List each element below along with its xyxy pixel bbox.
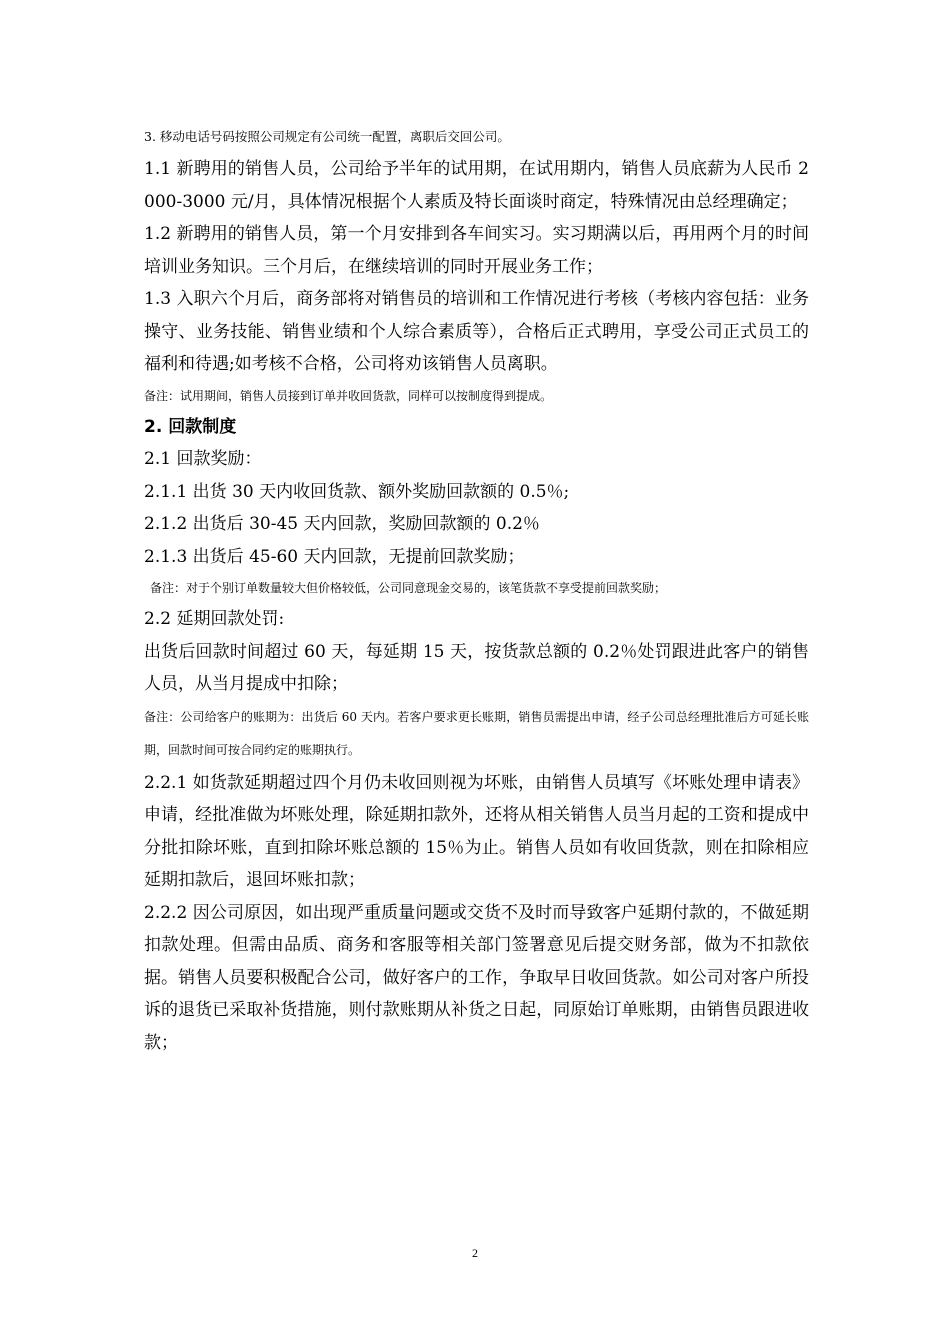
clause-1-3-assessment: 1.3 入职六个月后，商务部将对销售员的培训和工作情况进行考核（考核内容包括：业务操守、业务技能、销售业绩和个人综合素质等），合格后正式聘用，享受公司正式员工的福利和待遇;如考核不合格，公司将劝该销售人员离职。 xyxy=(144,289,809,374)
clause-2-2-1-bad-debt: 2.2.1 如货款延期超过四个月仍未收回则视为坏账，由销售人员填写《坏账处理申请表》申请，经批准做为坏账处理，除延期扣款外，还将从相关销售人员当月起的工资和提成中分批扣除坏账，直到扣除坏账总额的 15％为止。销售人员如有收回货款，则在扣除相应延期扣款后，退回坏账扣款； xyxy=(144,772,809,890)
clause-3-mobile-phone: 3. 移动电话号码按照公司规定有公司统一配置，离职后交回公司。 xyxy=(144,129,510,144)
clause-2-2-2-company-cause: 2.2.2 因公司原因，如出现严重质量问题或交货不及时而导致客户延期付款的，不做延期扣款处理。但需由品质、商务和客服等相关部门签署意见后提交财务部，做为不扣款依据。销售人员要积极配合公司，做好客户的工作，争取早日收回货款。如公司对客户所投诉的退货已采取补货措施，则付款账期从补货之日起，同原始订单账期，由销售员跟进收款； xyxy=(144,902,809,1053)
clause-2-2-body: 出货后回款时间超过 60 天，每延期 15 天，按货款总额的 0.2％处罚跟进此客户的销售人员，从当月提成中扣除； xyxy=(144,641,809,694)
note-probation-commission: 备注：试用期间，销售人员接到订单并收回货款，同样可以按制度得到提成。 xyxy=(144,388,553,403)
clause-2-1-1: 2.1.1 出货 30 天内收回货款、额外奖励回款额的 0.5％; xyxy=(144,481,570,502)
document-body xyxy=(144,121,809,1059)
note-payment-terms: 备注：公司给客户的账期为：出货后 60 天内。若客户要求更长账期，销售员需提出申请，经子公司总经理批准后方可延长账期，回款时间可按合同约定的账期执行。 xyxy=(144,709,809,757)
clause-1-2-training: 1.2 新聘用的销售人员，第一个月安排到各车间实习。实习期满以后，再用两个月的时间培训业务知识。三个月后，在继续培训的同时开展业务工作； xyxy=(144,224,809,277)
clause-2-2-late-penalty: 2.2 延期回款处罚: xyxy=(144,609,285,629)
clause-2-1-3: 2.1.3 出货后 45-60 天内回款，无提前回款奖励； xyxy=(144,546,525,567)
note-cash-transactions: 备注：对于个别订单数量较大但价格较低，公司同意现金交易的，该笔货款不享受提前回款奖励； xyxy=(150,581,667,595)
page-number: 2 xyxy=(472,1246,478,1260)
clause-2-1-2: 2.1.2 出货后 30-45 天内回款，奖励回款额的 0.2％ xyxy=(144,514,540,534)
section-heading-payment-collection: 2. 回款制度 xyxy=(144,416,237,437)
clause-1-1-probation: 1.1 新聘用的销售人员，公司给予半年的试用期，在试用期内，销售人员底薪为人民币 2000-3000 元/月，具体情况根据个人素质及特长面谈时商定，特殊情况由总经理确定； xyxy=(144,159,809,212)
clause-2-1-collection-reward: 2.1 回款奖励： xyxy=(144,449,262,469)
